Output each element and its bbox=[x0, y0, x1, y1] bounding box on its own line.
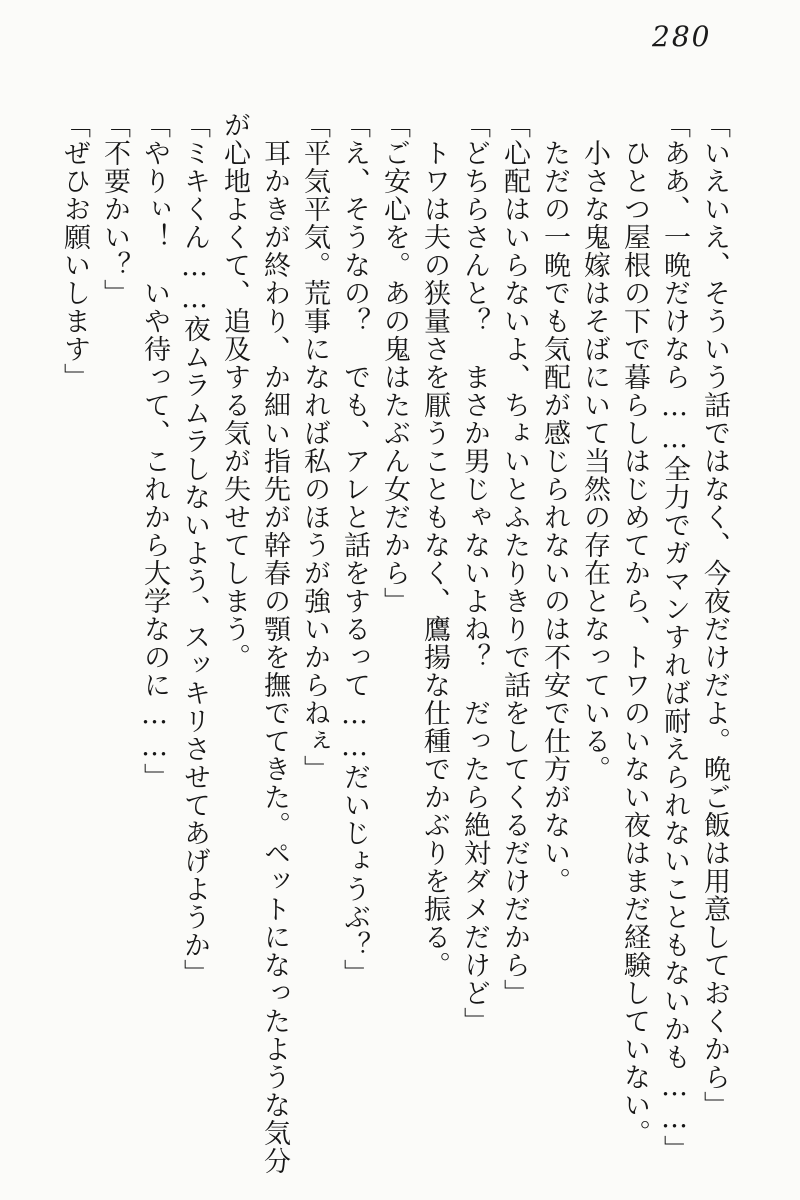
paragraph: 「どちらさんと？ まさか男じゃないよね？ だったら絶対ダメだけど」 bbox=[459, 111, 490, 1035]
paragraph: ただの一晩でも気配が感じられないのは不安で仕方がない。 bbox=[539, 111, 570, 895]
paragraph: 「ああ、一晩だけなら……全力でガマンすれば耐えられないこともないかも……」 bbox=[659, 111, 690, 1163]
paragraph: 「いえいえ、そういう話ではなく、今夜だけだよ。晩ご飯は用意しておくから」 bbox=[699, 111, 730, 1119]
page-number: 280 bbox=[652, 20, 712, 53]
paragraph: 「ミキくん……夜ムラムラしないよう、スッキリさせてあげようか」 bbox=[179, 111, 210, 987]
paragraph: 「やりぃ！ いや待って、これから大学なのに……」 bbox=[139, 111, 170, 791]
paragraph: 「ご安心を。あの鬼はたぶん女だから」 bbox=[379, 111, 410, 615]
paragraph: トワは夫の狭量さを厭うこともなく、鷹揚な仕種でかぶりを振る。 bbox=[419, 111, 450, 979]
paragraph: 「え、そうなの？ でも、アレと話をするって……だいじょうぶ？」 bbox=[339, 111, 370, 987]
paragraph: 「ぜひお願いします」 bbox=[59, 111, 90, 391]
paragraph: ひとつ屋根の下で暮らしはじめてから、トワのいない夜はまだ経験していない。 bbox=[619, 111, 650, 1147]
paragraph: 「不要かい？」 bbox=[99, 111, 130, 307]
paragraph: 「心配はいらないよ、ちょいとふたりきりで話をしてくるだけだから」 bbox=[499, 111, 530, 1007]
paragraph: 小さな鬼嫁はそばにいて当然の存在となっている。 bbox=[579, 111, 610, 783]
text-block bbox=[50, 111, 734, 1189]
paragraph: 「平気平気。荒事になれば私のほうが強いからねぇ」 bbox=[299, 111, 330, 783]
paragraph: 耳かきが終わり、か細い指先が幹春の顎を撫でてきた。ペットになったような気分が心地よくて、追及する気が失せてしまう。 bbox=[219, 111, 290, 1175]
